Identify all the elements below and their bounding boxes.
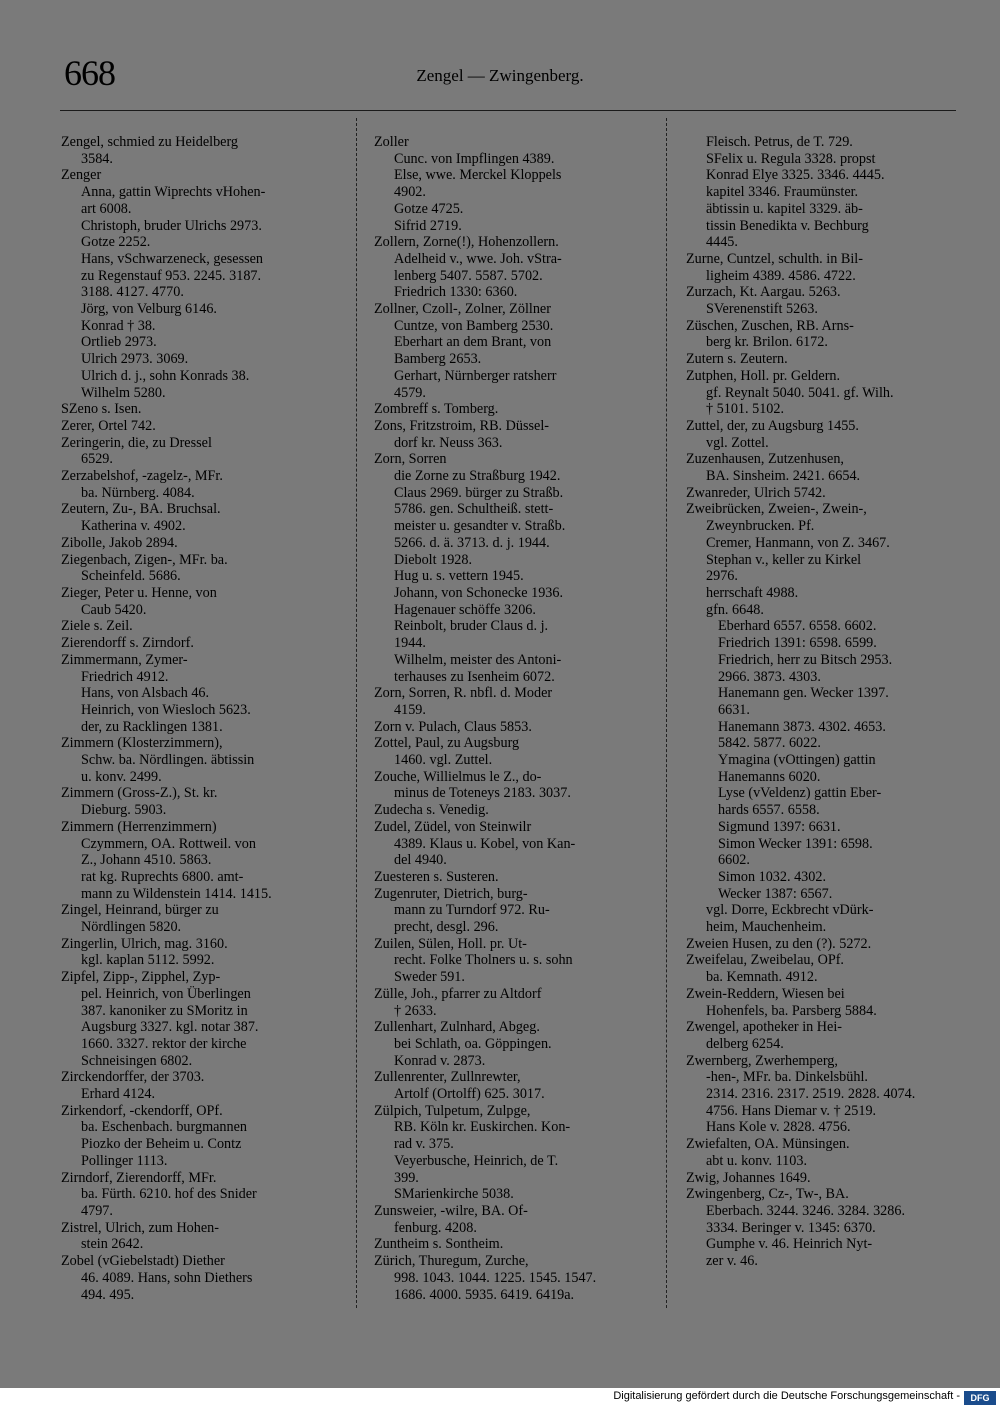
index-entry-line: Zibolle, Jakob 2894. [61, 534, 178, 551]
index-subentry-line: Erhard 4124. [81, 1086, 156, 1103]
index-entry-line: Zülpich, Tulpetum, Zulpge, [374, 1102, 531, 1119]
dfg-logo: DFG [964, 1391, 996, 1405]
index-entry-line: Züschen, Zuschen, RB. Arns- [686, 317, 854, 334]
index-subentry-line: Caub 5420. [81, 601, 147, 618]
index-subentry-line: Hanemanns 6020. [718, 768, 821, 785]
index-subentry-line: Simon Wecker 1391: 6598. [718, 835, 873, 852]
index-subentry-line: Friedrich 4912. [81, 668, 169, 685]
index-subentry-line: Fleisch. Petrus, de T. 729. [706, 134, 853, 150]
index-subentry-line: zer v. 46. [706, 1253, 758, 1270]
index-subentry-line: Adelheid v., wwe. Joh. vStra- [394, 250, 562, 267]
index-subentry-line: Hagenauer schöffe 3206. [394, 601, 536, 618]
index-subentry-line: Schneisingen 6802. [81, 1052, 193, 1069]
index-subentry-line: 5266. d. ä. 3713. d. j. 1944. [394, 534, 550, 551]
index-subentry-line: hards 6557. 6558. [718, 802, 820, 819]
index-subentry-line: vgl. Zottel. [706, 434, 769, 451]
index-subentry-line: Cremer, Hanmann, von Z. 3467. [706, 534, 890, 551]
index-entry-line: Zistrel, Ulrich, zum Hohen- [61, 1219, 219, 1236]
index-subentry-line: SMarienkirche 5038. [394, 1186, 514, 1203]
index-subentry-line: tissin Benedikta v. Bechburg [706, 217, 869, 234]
index-subentry-line: 2976. [706, 568, 738, 585]
index-subentry-line: 6602. [718, 852, 750, 869]
index-entry-line: Zeringerin, die, zu Dressel [61, 434, 212, 451]
index-entry-line: Ziegenbach, Zigen-, MFr. ba. [61, 551, 228, 568]
index-entry-line: Zweifelau, Zweibelau, OPf. [686, 952, 844, 969]
index-subentry-line: 399. [394, 1169, 419, 1186]
index-entry-line: Zudecha s. Venedig. [374, 802, 489, 819]
index-subentry-line: u. konv. 2499. [81, 768, 162, 785]
index-subentry-line: Schw. ba. Nördlingen. äbtissin [81, 752, 255, 769]
index-subentry-line: Claus 2969. bürger zu Straßb. [394, 484, 564, 501]
index-subentry-line: vgl. Dorre, Eckbrecht vDürk- [706, 902, 874, 919]
index-subentry-line: ligheim 4389. 4586. 4722. [706, 267, 856, 284]
index-subentry-line: terhauses zu Isenheim 6072. [394, 668, 555, 685]
index-entry-line: Zombreff s. Tomberg. [374, 401, 499, 418]
index-subentry-line: Stephan v., keller zu Kirkel [706, 551, 862, 568]
index-subentry-line: Piozko der Beheim u. Contz [81, 1136, 242, 1153]
index-subentry-line: pel. Heinrich, von Überlingen [81, 985, 251, 1002]
index-subentry-line: mann zu Turndorf 972. Ru- [394, 902, 550, 919]
index-column-2 [374, 134, 650, 1303]
column-separator [666, 118, 667, 1308]
index-entry-line: Zwengel, apotheker in Hei- [686, 1019, 843, 1036]
index-subentry-line: Gumphe v. 46. Heinrich Nyt- [706, 1236, 873, 1253]
index-subentry-line: ba. Eschenbach. burgmannen [81, 1119, 247, 1136]
index-entry-line: Zweien Husen, zu den (?). 5272. [686, 935, 872, 952]
footer-bar [0, 1388, 1000, 1409]
index-subentry-line: kgl. kaplan 5112. 5992. [81, 952, 215, 969]
index-entry-line: Zülle, Joh., pfarrer zu Altdorf [374, 985, 542, 1002]
index-subentry-line: Scheinfeld. 5686. [81, 568, 181, 585]
index-entry-line: Zipfel, Zipp-, Zipphel, Zyp- [61, 969, 221, 986]
index-subentry-line: 46. 4089. Hans, sohn Diethers [81, 1269, 253, 1286]
index-entry-line: Zeutern, Zu-, BA. Bruchsal. [61, 501, 221, 518]
index-subentry-line: Hans, von Alsbach 46. [81, 685, 210, 702]
index-subentry-line: 387. kanoniker zu SMoritz in [81, 1002, 248, 1019]
running-title: Zengel — Zwingenberg. [416, 66, 584, 85]
index-subentry-line: zu Regenstauf 953. 2245. 3187. [81, 267, 262, 284]
index-subentry-line: 6631. [718, 701, 750, 718]
index-subentry-line: ba. Fürth. 6210. hof des Snider [81, 1186, 257, 1203]
index-subentry-line: -hen-, MFr. ba. Dinkelsbühl. [706, 1069, 868, 1086]
index-entry-line: Zurzach, Kt. Aargau. 5263. [686, 284, 841, 301]
index-entry-line: Zierendorff s. Zirndorf. [61, 635, 194, 652]
index-entry-line: Zullenrenter, Zullnrewter, [374, 1069, 521, 1086]
index-subentry-line: Dieburg. 5903. [81, 802, 167, 819]
index-subentry-line: Lyse (vVeldenz) gattin Eber- [718, 785, 882, 802]
index-subentry-line: SVerenenstift 5263. [706, 301, 818, 318]
index-entry-line: Zuilen, Sülen, Holl. pr. Ut- [374, 935, 527, 952]
index-entry-line: Zollner, Czoll-, Zolner, Zöllner [374, 301, 551, 318]
index-subentry-line: Konrad v. 2873. [394, 1052, 486, 1069]
index-entry-line: Zimmern (Gross-Z.), St. kr. [61, 785, 218, 802]
index-subentry-line: heim, Mauchenheim. [706, 919, 827, 936]
index-entry-line: Zutphen, Holl. pr. Geldern. [686, 367, 841, 384]
index-subentry-line: herrschaft 4988. [706, 584, 799, 601]
index-subentry-line: Czymmern, OA. Rottweil. von [81, 835, 256, 852]
index-subentry-line: Artolf (Ortolff) 625. 3017. [394, 1086, 545, 1103]
index-subentry-line: Wilhelm, meister des Antoni- [394, 651, 562, 668]
header-rule [60, 110, 956, 111]
index-subentry-line: Hohenfels, ba. Parsberg 5884. [706, 1002, 877, 1019]
index-subentry-line: gfn. 6648. [706, 601, 764, 618]
index-subentry-line: Sifrid 2719. [394, 217, 462, 234]
index-subentry-line: 1686. 4000. 5935. 6419. 6419a. [394, 1286, 575, 1303]
index-entry-line: Zorn v. Pulach, Claus 5853. [374, 718, 532, 735]
index-subentry-line: Friedrich 1330: 6360. [394, 284, 518, 301]
index-subentry-line: recht. Folke Tholners u. s. sohn [394, 952, 573, 969]
index-entry-line: Zürich, Thuregum, Zurche, [374, 1253, 529, 1270]
index-subentry-line: die Zorne zu Straßburg 1942. [394, 468, 561, 485]
index-subentry-line: 5786. gen. Schultheiß. stett- [394, 501, 554, 518]
index-subentry-line: Anna, gattin Wiprechts vHohen- [81, 184, 266, 201]
index-subentry-line: 3188. 4127. 4770. [81, 284, 184, 301]
index-subentry-line: stein 2642. [81, 1236, 144, 1253]
index-subentry-line: Christoph, bruder Ulrichs 2973. [81, 217, 262, 234]
index-subentry-line: Friedrich 1391: 6598. 6599. [718, 635, 877, 652]
index-entry-line: Zimmern (Herrenzimmern) [61, 818, 217, 835]
index-entry-line: Zudel, Züdel, von Steinwilr [374, 818, 532, 835]
index-subentry-line: 998. 1043. 1044. 1225. 1545. 1547. [394, 1269, 597, 1286]
index-subentry-line: SFelix u. Regula 3328. propst [706, 150, 876, 167]
index-entry-line: Zingerlin, Ulrich, mag. 3160. [61, 935, 228, 952]
index-entry-line: Zugenruter, Dietrich, burg- [374, 885, 528, 902]
index-entry-line: Zurne, Cuntzel, schulth. in Bil- [686, 250, 863, 267]
index-subentry-line: dorf kr. Neuss 363. [394, 434, 503, 451]
index-entry-line: Zwernberg, Zwerhemperg, [686, 1052, 838, 1069]
index-entry-line: Zirkendorf, -ckendorff, OPf. [61, 1102, 223, 1119]
index-subentry-line: Hug u. s. vettern 1945. [394, 568, 524, 585]
index-subentry-line: 2966. 3873. 4303. [718, 668, 821, 685]
index-subentry-line: 6529. [81, 451, 113, 468]
index-subentry-line: 4756. Hans Diemar v. † 2519. [706, 1102, 877, 1119]
index-subentry-line: Ortlieb 2973. [81, 334, 157, 351]
index-entry-line: Zimmern (Klosterzimmern), [61, 735, 223, 752]
index-subentry-line: gf. Reynalt 5040. 5041. gf. Wilh. [706, 384, 894, 401]
index-subentry-line: 1944. [394, 635, 426, 652]
index-subentry-line: meister u. gesandter v. Straßb. [394, 518, 566, 535]
index-entry-line: Ziele s. Zeil. [61, 618, 133, 635]
index-subentry-line: lenberg 5407. 5587. 5702. [394, 267, 543, 284]
index-entry-line: Zerzabelshof, -zagelz-, MFr. [61, 468, 223, 485]
index-subentry-line: Hans, vSchwarzeneck, gesessen [81, 250, 264, 267]
index-subentry-line: 1460. vgl. Zuttel. [394, 752, 493, 769]
index-entry-line: Zorn, Sorren, R. nbfl. d. Moder [374, 685, 553, 702]
index-subentry-line: Sweder 591. [394, 969, 465, 986]
index-subentry-line: Bamberg 2653. [394, 351, 482, 368]
index-subentry-line: Diebolt 1928. [394, 551, 473, 568]
index-subentry-line: 4902. [394, 184, 426, 201]
index-entry-line: Zingel, Heinrand, bürger zu [61, 902, 219, 919]
index-entry-line: Zunsweier, -wilre, BA. Of- [374, 1203, 528, 1219]
index-subentry-line: Friedrich, herr zu Bitsch 2953. [718, 651, 893, 668]
index-subentry-line: fenburg. 4208. [394, 1219, 477, 1236]
index-subentry-line: Hanemann 3873. 4302. 4653. [718, 718, 886, 735]
index-entry-line: Zenger [61, 167, 102, 184]
index-subentry-line: Reinbolt, bruder Claus d. j. [394, 618, 549, 635]
index-subentry-line: rat kg. Ruprechts 6800. amt- [81, 868, 244, 885]
index-subentry-line: delberg 6254. [706, 1035, 784, 1052]
index-subentry-line: minus de Toteneys 2183. 3037. [394, 785, 571, 802]
index-entry-line: Zieger, Peter u. Henne, von [61, 584, 217, 601]
index-subentry-line: del 4940. [394, 852, 447, 869]
index-subentry-line: art 6008. [81, 200, 132, 217]
index-subentry-line: 4797. [81, 1203, 113, 1219]
index-entry-line: Zirckendorffer, der 3703. [61, 1069, 205, 1086]
index-subentry-line: RB. Köln kr. Euskirchen. Kon- [394, 1119, 571, 1136]
index-subentry-line: mann zu Wildenstein 1414. 1415. [81, 885, 272, 902]
index-subentry-line: 4579. [394, 384, 426, 401]
index-subentry-line: Ulrich d. j., sohn Konrads 38. [81, 367, 250, 384]
index-subentry-line: Heinrich, von Wiesloch 5623. [81, 701, 251, 718]
index-entry-line: Zerer, Ortel 742. [61, 417, 156, 434]
index-subentry-line: kapitel 3346. Fraumünster. [706, 184, 859, 201]
index-subentry-line: † 2633. [394, 1002, 437, 1019]
index-column-1 [61, 134, 335, 1303]
index-subentry-line: 4389. Klaus u. Kobel, von Kan- [394, 835, 576, 852]
index-subentry-line: Johann, von Schonecke 1936. [394, 584, 564, 601]
index-subentry-line: Veyerbusche, Heinrich, de T. [394, 1152, 559, 1169]
index-subentry-line: rad v. 375. [394, 1136, 454, 1153]
index-entry-line: SZeno s. Isen. [61, 401, 142, 418]
index-subentry-line: precht, desgl. 296. [394, 919, 499, 936]
index-entry-line: Zobel (vGiebelstadt) Diether [61, 1253, 225, 1270]
index-subentry-line: 5842. 5877. 6022. [718, 735, 821, 752]
column-separator [356, 118, 357, 1308]
index-subentry-line: Ulrich 2973. 3069. [81, 351, 189, 368]
index-entry-line: Zwiefalten, OA. Münsingen. [686, 1136, 850, 1153]
index-subentry-line: abt u. konv. 1103. [706, 1152, 808, 1169]
index-entry-line: Zullenhart, Zulnhard, Abgeg. [374, 1019, 540, 1036]
index-subentry-line: Else, wwe. Merckel Kloppels [394, 167, 562, 184]
index-entry-line: Zutern s. Zeutern. [686, 351, 788, 368]
index-subentry-line: 1660. 3327. rektor der kirche [81, 1035, 247, 1052]
index-subentry-line: Hans Kole v. 2828. 4756. [706, 1119, 851, 1136]
index-entry-line: Zorn, Sorren [374, 451, 447, 468]
index-subentry-line: Cuntze, von Bamberg 2530. [394, 317, 554, 334]
index-subentry-line: Konrad Elye 3325. 3346. 4445. [706, 167, 885, 184]
index-entry-line: Zuesteren s. Susteren. [374, 868, 499, 885]
index-subentry-line: Eberhart an dem Brant, von [394, 334, 552, 351]
index-entry-line: Zottel, Paul, zu Augsburg [374, 735, 520, 752]
index-subentry-line: Jörg, von Velburg 6146. [81, 301, 217, 318]
index-subentry-line: Eberbach. 3244. 3246. 3284. 3286. [706, 1203, 905, 1219]
index-entry-line: Zweibrücken, Zweien-, Zwein-, [686, 501, 867, 518]
index-subentry-line: Cunc. von Impflingen 4389. [394, 150, 555, 167]
index-subentry-line: äbtissin u. kapitel 3329. äb- [706, 200, 863, 217]
index-subentry-line: Wecker 1387: 6567. [718, 885, 833, 902]
index-entry-line: Zirndorf, Zierendorff, MFr. [61, 1169, 217, 1186]
index-entry-line: Zollern, Zorne(!), Hohenzollern. [374, 234, 559, 251]
index-subentry-line: BA. Sinsheim. 2421. 6654. [706, 468, 861, 485]
index-subentry-line: 3334. Beringer v. 1345: 6370. [706, 1219, 876, 1236]
index-subentry-line: 3584. [81, 150, 113, 167]
index-subentry-line: ba. Kemnath. 4912. [706, 969, 818, 986]
index-subentry-line: bei Schlath, oa. Göppingen. [394, 1035, 552, 1052]
index-subentry-line: Nördlingen 5820. [81, 919, 182, 936]
index-subentry-line: Konrad † 38. [81, 317, 156, 334]
index-subentry-line: berg kr. Brilon. 6172. [706, 334, 828, 351]
index-subentry-line: Zweynbrucken. Pf. [706, 518, 815, 535]
index-subentry-line: Hanemann gen. Wecker 1397. [718, 685, 889, 702]
index-subentry-line: 4159. [394, 701, 426, 718]
index-entry-line: Zengel, schmied zu Heidelberg [61, 134, 239, 150]
index-subentry-line: 2314. 2316. 2317. 2519. 2828. 4074. [706, 1086, 916, 1103]
index-entry-line: Zuntheim s. Sontheim. [374, 1236, 504, 1253]
index-entry-line: Zoller [374, 134, 409, 150]
index-subentry-line: Eberhard 6557. 6558. 6602. [718, 618, 877, 635]
index-entry-line: Zwanreder, Ulrich 5742. [686, 484, 826, 501]
index-subentry-line: Ymagina (vOttingen) gattin [718, 752, 876, 769]
index-subentry-line: † 5101. 5102. [706, 401, 785, 418]
index-column-3 [686, 134, 958, 1270]
index-entry-line: Zwein-Reddern, Wiesen bei [686, 985, 845, 1002]
index-subentry-line: Katherina v. 4902. [81, 518, 186, 535]
index-subentry-line: Simon 1032. 4302. [718, 868, 826, 885]
index-subentry-line: Pollinger 1113. [81, 1152, 168, 1169]
index-entry-line: Zuzenhausen, Zutzenhusen, [686, 451, 844, 468]
index-entry-line: Zimmermann, Zymer- [61, 651, 188, 668]
index-subentry-line: Augsburg 3327. kgl. notar 387. [81, 1019, 259, 1036]
index-subentry-line: 494. 495. [81, 1286, 135, 1303]
index-entry-line: Zwig, Johannes 1649. [686, 1169, 811, 1186]
page-number: 668 [64, 53, 115, 93]
index-subentry-line: ba. Nürnberg. 4084. [81, 484, 195, 501]
index-subentry-line: Wilhelm 5280. [81, 384, 166, 401]
index-subentry-line: Sigmund 1397: 6631. [718, 818, 841, 835]
index-subentry-line: Gotze 4725. [394, 200, 464, 217]
index-entry-line: Zuttel, der, zu Augsburg 1455. [686, 417, 859, 434]
funding-notice: Digitalisierung gefördert durch die Deutsche Forschungsgemeinschaft - [613, 1390, 960, 1402]
index-entry-line: Zwingenberg, Cz-, Tw-, BA. [686, 1186, 849, 1203]
index-subentry-line: der, zu Racklingen 1381. [81, 718, 223, 735]
index-entry-line: Zons, Fritzstroim, RB. Düssel- [374, 417, 549, 434]
index-entry-line: Zouche, Willielmus le Z., do- [374, 768, 542, 785]
index-subentry-line: Gotze 2252. [81, 234, 151, 251]
index-subentry-line: Z., Johann 4510. 5863. [81, 852, 212, 869]
index-subentry-line: Gerhart, Nürnberger ratsherr [394, 367, 557, 384]
index-subentry-line: 4445. [706, 234, 738, 251]
